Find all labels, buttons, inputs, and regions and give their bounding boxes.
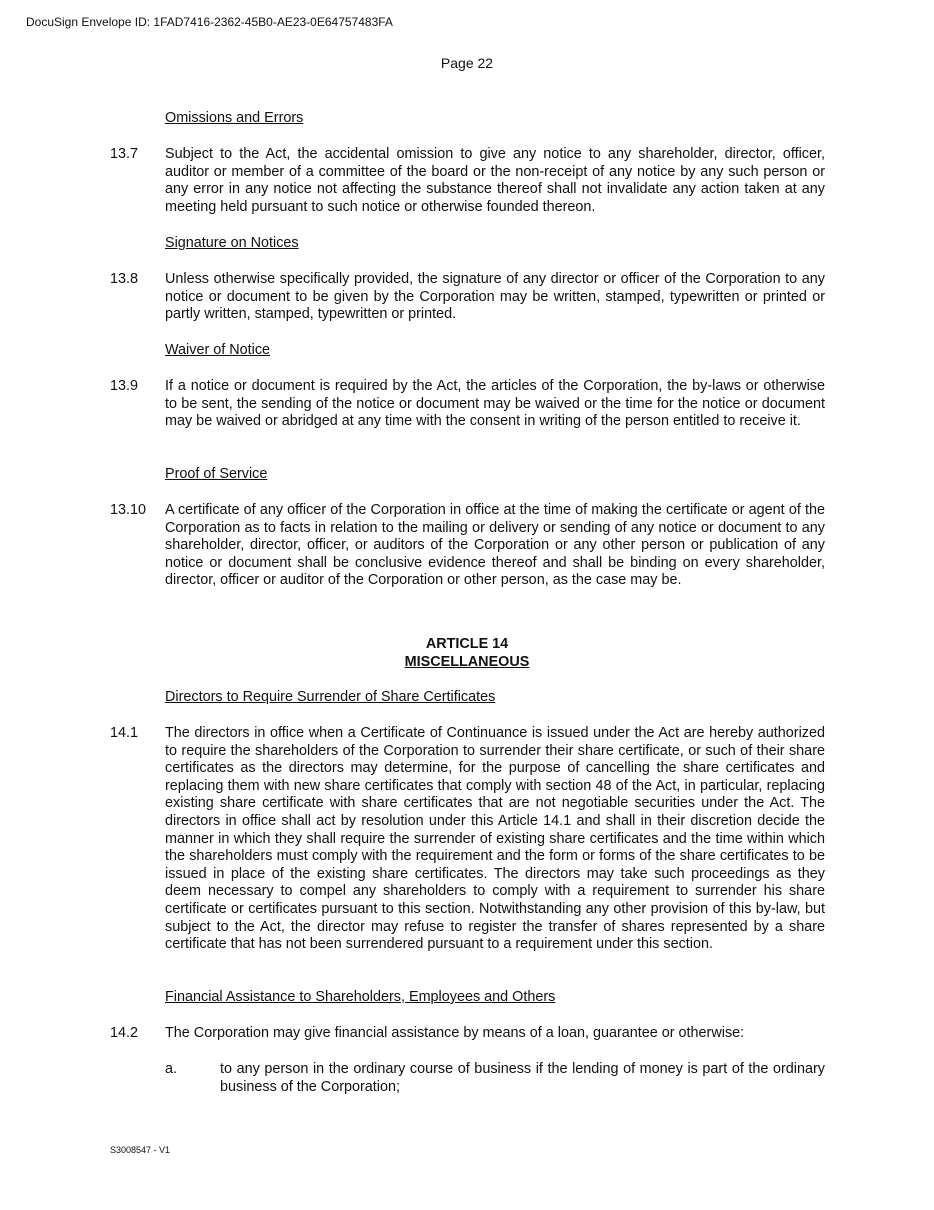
section-14-2-text: The Corporation may give financial assistance by means of a loan, guarantee or otherwise: — [165, 1025, 745, 1041]
section-13-9-text: If a notice or document is required by the Act, the articles of the Corporation, the by-laws or otherwise to be sent, the sending of the notice or document may be waived or the time for the notice or document may be waived or abridged at any time with the consent in writing of the person entitled to receive it. — [165, 378, 825, 430]
section-number-13-9: 13.9 — [110, 378, 139, 394]
heading-proof-of-service: Proof of Service — [165, 466, 268, 482]
docusign-envelope-id: DocuSign Envelope ID: 1FAD7416-2362-45B0-AE23-0E64757483FA — [26, 15, 393, 29]
heading-omissions-and-errors: Omissions and Errors — [165, 110, 304, 126]
article-14-subtitle — [0, 653, 934, 671]
item-a-letter: a. — [165, 1061, 178, 1077]
heading-signature-on-notices: Signature on Notices — [165, 235, 299, 251]
article-14-title: ARTICLE 14 — [425, 636, 509, 652]
section-14-1-text: The directors in office when a Certificate of Continuance is issued under the Act are hereby authorized to require the shareholders of the Corporation to surrender their share certificate, or such of their share certificates as the directors may determine, for the purpose of cancelling the share certificates and replacing them with new share certificates that comply with section 48 of the Act, in particular, replacing existing share certificate with share certificates that are not negotiable securities under the Act. The directors in office shall act by resolution under this Article 14.1 and shall in their discretion decide the manner in which they shall require the surrender of existing share certificates and the time within which the shareholders must comply with the requirement and the form or forms of the share certificates to be issued in place of the existing share certificates. The directors may take such proceedings as they deem necessary to compel any shareholders to comply with a requirement to surrender his share certificate or certificates pursuant to this section. Notwithstanding any other provision of this by-law, but subject to the Act, the director may refuse to register the transfer of shares represented by a share certificate that has not been surrendered pursuant to a requirement under this section. — [165, 725, 825, 953]
footer-document-id: S3008547 - V1 — [110, 1145, 171, 1155]
heading-waiver-of-notice: Waiver of Notice — [165, 342, 271, 358]
item-a-text: to any person in the ordinary course of business if the lending of money is part of the ordinary business of the Corporation; — [220, 1061, 825, 1095]
heading-financial-assistance: Financial Assistance to Shareholders, Employees and Others — [165, 989, 556, 1005]
heading-surrender-share-certificates: Directors to Require Surrender of Share Certificates — [165, 689, 496, 705]
section-13-7-text: Subject to the Act, the accidental omission to give any notice to any shareholder, director, officer, auditor or member of a committee of the board or the non-receipt of any notice by any such person or any error in any notice not affecting the substance thereof shall not invalidate any action taken at any meeting held pursuant to such notice or otherwise founded thereon. — [165, 146, 825, 215]
section-13-8-text: Unless otherwise specifically provided, the signature of any director or officer of the Corporation to any notice or document to be given by the Corporation may be written, stamped, typewritten or printed or partly written, stamped, typewritten or printed. — [165, 271, 825, 323]
article-14-subtitle-text: MISCELLANEOUS — [404, 654, 530, 670]
section-number-14-1: 14.1 — [110, 725, 139, 741]
section-13-10-text: A certificate of any officer of the Corporation in office at the time of making the certificate or agent of the Corporation as to facts in relation to the mailing or delivery or sending of any notice or document to any shareholder, director, officer, or auditors of the Corporation or any other person or publication of any notice or document shall be conclusive evidence thereof and shall be binding on every shareholder, director, officer or auditor of the Corporation or other person, as the case may be. — [165, 502, 825, 589]
section-number-13-8: 13.8 — [110, 271, 139, 287]
section-number-13-7: 13.7 — [110, 146, 139, 162]
section-number-13-10: 13.10 — [110, 502, 147, 518]
section-number-14-2: 14.2 — [110, 1025, 139, 1041]
page-number: Page 22 — [440, 55, 494, 71]
